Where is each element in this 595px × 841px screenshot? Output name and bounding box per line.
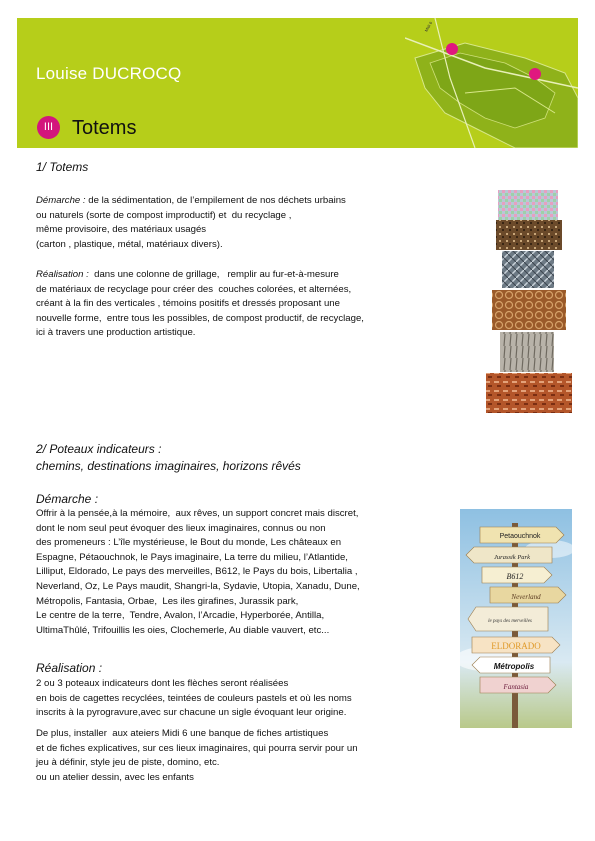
sign-label: B612 (506, 572, 524, 581)
part2-heading: 2/ Poteaux indicateurs : (36, 442, 162, 456)
sign-label: Jurassik Park (494, 554, 530, 561)
text-line: de matériaux de recyclage pour créer des couches colorées, et alternées, (36, 283, 352, 295)
section-title: Totems (72, 117, 137, 139)
sign-label: Neverland (511, 593, 541, 601)
text-line: nouvelle forme, entre tous les possibles, de compost productif, de recyclage, (36, 312, 364, 324)
part2-realisation (36, 677, 352, 721)
part1-realisation (36, 268, 364, 341)
text-line: Neverland, Oz, Le Pays maudit, Shangri-la, Sydavie, Utopia, Xanadu, Dune, (36, 580, 360, 592)
sign-label: le pays des merveilles (488, 619, 532, 624)
text-line: dont le nom seul peut évoquer des lieux imaginaires, connus ou non (36, 522, 326, 534)
map-label: Midi 6 (423, 20, 434, 33)
text-line: 2 ou 3 poteaux indicateurs dont les flèches seront réalisées (36, 678, 289, 689)
site-map-image (405, 18, 578, 148)
section-number-badge: III (37, 116, 60, 139)
map-marker (529, 68, 541, 80)
text-line: jeu à définir, style jeu de piste, domino, etc. (36, 757, 220, 769)
text-line: créant à la fin des verticales , témoins positifs et dressés proposant une (36, 298, 340, 310)
text-line: ici à travers une production artistique. (36, 327, 196, 339)
text-line: de la sédimentation, de l’empilement de nos déchets urbains (85, 195, 346, 206)
part2-extra (36, 727, 358, 785)
part2-demarche (36, 507, 360, 638)
sign-label: ELDORADO (491, 641, 541, 651)
map-marker (446, 43, 458, 55)
text-line: Métropolis, Fantasia, Orbae, Les iles girafines, Jurassik park, (36, 595, 299, 607)
text-line: (carton , plastique, métal, matériaux divers). (36, 238, 223, 250)
demarche-label: Démarche : (36, 195, 86, 206)
text-line: et de fiches explicatives, sur ces lieux imaginaires, qui pourra servir pour un (36, 742, 358, 754)
text-line: ou un atelier dessin, avec les enfants (36, 771, 194, 783)
signpost-photo (460, 509, 572, 728)
totem-photo (484, 190, 574, 415)
text-line: inscrits à la pyrogravure,avec sur chacune un sigle évoquant leur origine. (36, 707, 347, 719)
text-line: ou naturels (sorte de compost improductif) et du recyclage , (36, 209, 292, 221)
text-line: Le centre de la terre, Tendre, Avalon, l’Arcadie, Hyperborée, Antilla, (36, 610, 325, 622)
part2-realisation-label: Réalisation : (36, 661, 103, 675)
sign-label: Petaouchnok (499, 533, 541, 540)
text-line: dans une colonne de grillage, remplir au fur-et-à-mesure (88, 269, 339, 280)
text-line: même provisoire, des matériaux usagés (36, 224, 207, 236)
text-line: Lilliput, Eldorado, Le pays des merveilles, B612, le Pays du bois, Libertalia , (36, 566, 358, 578)
text-line: Offrir à la pensée,à la mémoire, aux rêves, un support concret mais discret, (36, 508, 359, 519)
sign-label: Métropolis (493, 662, 535, 671)
part1-demarche (36, 194, 346, 252)
realisation-label: Réalisation : (36, 269, 89, 280)
part1-heading: 1/ Totems (36, 160, 89, 174)
text-line: De plus, installer aux ateiers Midi 6 une banque de fiches artistiques (36, 728, 329, 739)
text-line: des promeneurs : L’île mystérieuse, le Bout du monde, Les châteaux en (36, 537, 342, 549)
author-name: Louise DUCROCQ (36, 64, 182, 83)
sign-label: Fantasia (503, 683, 529, 691)
text-line: UltimaThûlé, Trifouillis les oies, Clochemerle, Au diable vauvert, etc... (36, 624, 330, 636)
part2-demarche-label: Démarche : (36, 492, 99, 506)
part2-subheading: chemins, destinations imaginaires, horizons rêvés (36, 459, 301, 473)
text-line: Espagne, Pétaouchnok, le Pays imaginaire, La terre du milieu, l’Atlantide, (36, 551, 348, 563)
text-line: en bois de cagettes recyclées, teintées de couleurs pastels et où les noms (36, 692, 352, 704)
